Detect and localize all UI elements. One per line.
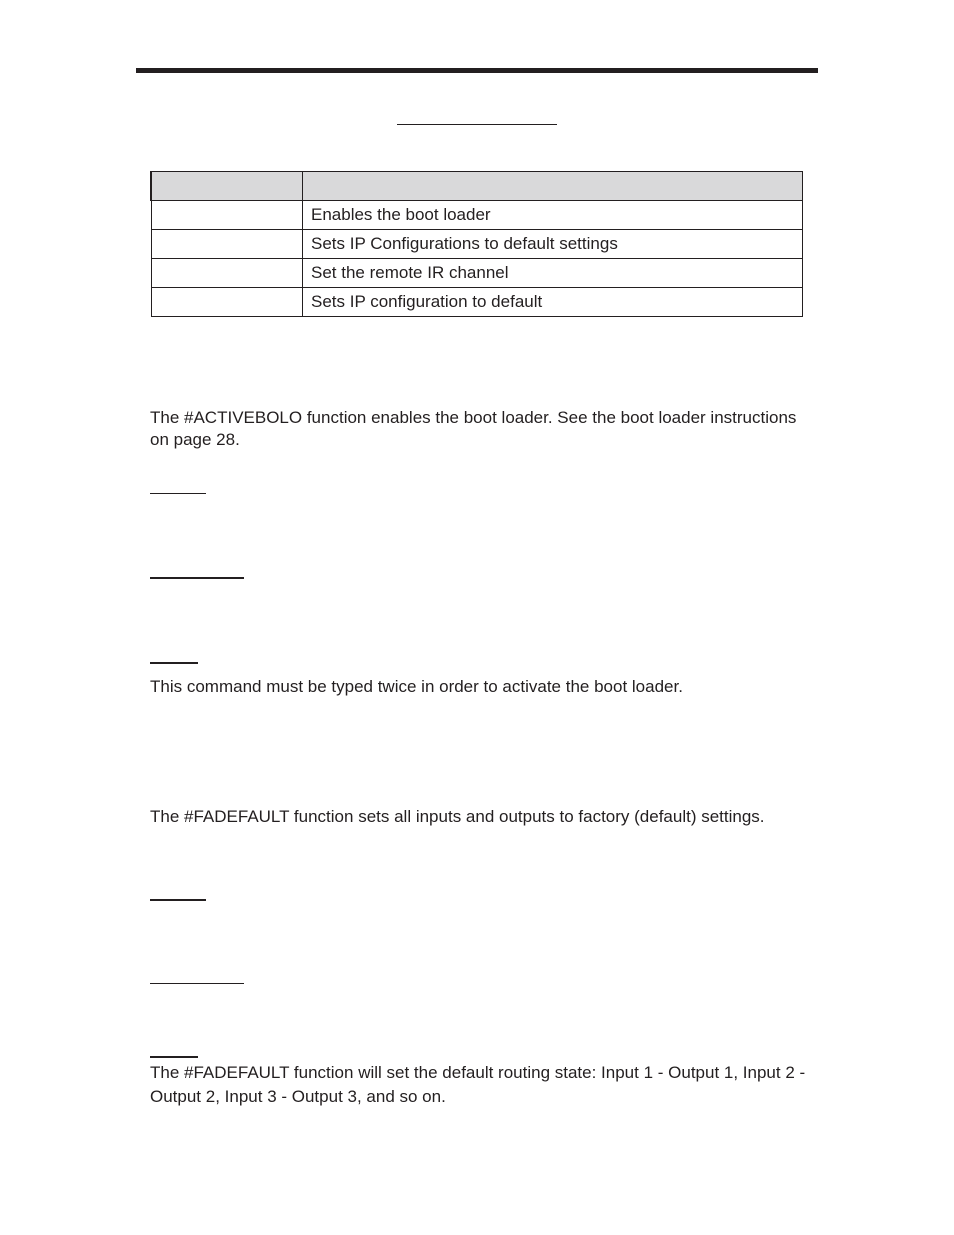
fadefault-description: The #FADEFAULT function sets all inputs and outputs to factory (default) settings. xyxy=(150,807,765,826)
table-cell-command xyxy=(151,259,303,288)
command-table xyxy=(150,171,803,317)
activebolo-description: The #ACTIVEBOLO function enables the boot loader. See the boot loader instructions on page 28. xyxy=(150,408,797,449)
table-cell-description: Sets IP Configurations to default settings xyxy=(303,230,803,259)
table-cell-command xyxy=(151,288,303,317)
fadefault-parameters-rule xyxy=(150,983,244,984)
table-header-command xyxy=(151,172,303,201)
table-cell-description: Sets IP configuration to default xyxy=(303,288,803,317)
table-cell-command xyxy=(151,201,303,230)
table-header-row xyxy=(151,172,803,201)
table-cell-command xyxy=(151,230,303,259)
table-row xyxy=(151,230,803,259)
activebolo-notes: This command must be typed twice in order to activate the boot loader. xyxy=(150,677,683,696)
activebolo-parameters-rule xyxy=(150,577,244,579)
table-row xyxy=(151,201,803,230)
fadefault-syntax-rule xyxy=(150,899,206,901)
table-cell-description: Set the remote IR channel xyxy=(303,259,803,288)
table-row xyxy=(151,259,803,288)
title-underline xyxy=(397,124,557,125)
table-row xyxy=(151,288,803,317)
fadefault-notes: The #FADEFAULT function will set the default routing state: Input 1 - Output 1, Input 2 - Output 2, Input 3 - Output 3, and so on. xyxy=(150,1063,806,1106)
table-header-description xyxy=(303,172,803,201)
activebolo-syntax-rule xyxy=(150,493,206,494)
header-rule xyxy=(136,68,818,73)
activebolo-notes-rule xyxy=(150,662,198,664)
fadefault-notes-rule xyxy=(150,1056,198,1058)
table-cell-description: Enables the boot loader xyxy=(303,201,803,230)
